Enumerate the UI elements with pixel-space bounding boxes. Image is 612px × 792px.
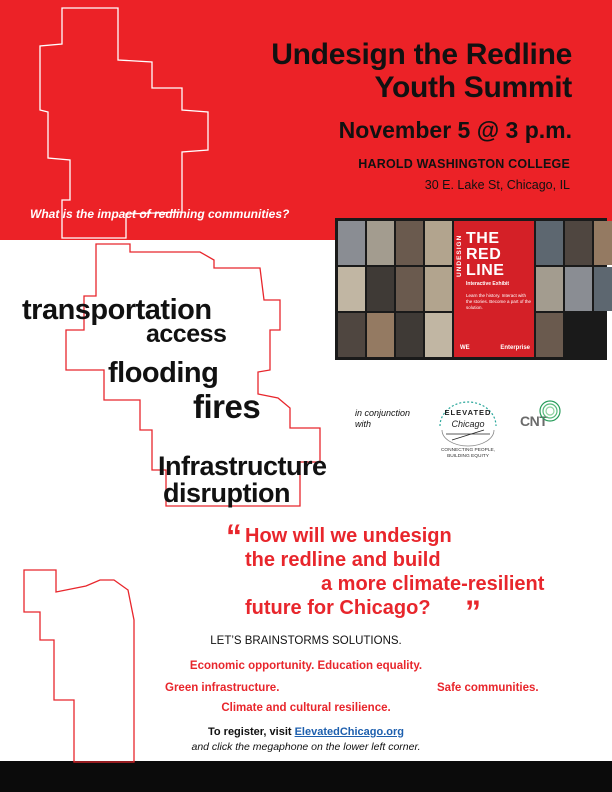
collage-photo [396,267,423,311]
register-line [0,726,612,738]
event-venue: HAROLD WASHINGTON COLLEGE [358,157,570,171]
collage-photo [425,267,452,311]
topic-fires: fires [193,388,261,425]
topic-disruption: disruption [163,478,290,508]
collage-photo [425,221,452,265]
collage-photo [338,267,365,311]
exhibit-photo-collage [335,218,607,360]
collage-photo [425,313,452,357]
register-note: and click the megaphone on the lower left corner. [191,741,421,753]
title-line-1: Undesign the Redline [271,38,572,71]
collage-photo [367,221,394,265]
cnt-rings-icon [538,399,562,423]
exhibit-title-line-1: THE [466,230,500,247]
elevated-chicago-link[interactable]: ElevatedChicago.org [294,726,405,738]
enterprise-logo: Enterprise [500,345,530,351]
register-prefix: To register, visit [207,726,295,738]
exhibit-blurb: Learn the history. Interact with the stories. Become a part of the solution. [466,293,532,310]
elevated-chicago-logo [432,396,504,466]
event-address: 30 E. Lake St, Chicago, IL [424,178,570,192]
elevated-name: ELEVATED [444,408,492,417]
event-date: November 5 @ 3 p.m. [338,117,572,143]
collage-photo [536,221,563,265]
we-logo: WE [460,345,470,351]
exhibit-subtitle: Interactive Exhibit [466,281,510,287]
collage-photo [367,313,394,357]
open-quote-mark: “ [226,518,242,554]
exhibit-title-line-2: RED [466,246,502,263]
elevated-city: Chicago [451,419,485,429]
quote-line-4: future for Chicago? [245,597,431,619]
undesign-exhibit-poster [454,221,534,357]
event-title [120,38,572,104]
topic-access: access [146,320,227,348]
exhibit-vertical-text: UNDESIGN [456,234,463,277]
topic-infrastructure: Infrastructure [158,451,327,481]
solution-climate-cultural: Climate and cultural resilience. [221,702,391,714]
conjunction-line-1: in conjunction [355,408,411,418]
collage-photo [367,267,394,311]
quote-line-2: the redline and build [245,549,441,571]
impact-question: What is the impact of redlining communities? [30,207,290,221]
exhibit-title-line-3: LINE [466,262,505,279]
exhibit-title [466,231,504,279]
exhibit-logos [460,345,530,351]
cnt-logo-text: CNT [520,413,548,429]
collage-photo [536,267,563,311]
cnt-logo [520,403,562,433]
title-line-2: Youth Summit [374,71,572,104]
collage-photo [338,221,365,265]
conjunction-line-2: with [355,419,372,429]
collage-photo [565,221,592,265]
solution-green-infrastructure: Green infrastructure. [165,682,280,694]
collage-photo [396,313,423,357]
footer-black-band [0,761,612,792]
collage-photo [536,313,563,357]
quote-line-1: How will we undesign [245,525,452,547]
collage-photo [594,267,612,311]
solution-safe-communities: Safe communities. [437,682,539,694]
elevated-tagline: CONNECTING PEOPLE, BUILDING EQUITY [440,448,496,459]
quote-line-3: a more climate-resilient [321,573,545,595]
topic-transportation: transportation [22,294,212,326]
solution-economic-education: Economic opportunity. Education equality. [189,660,423,672]
close-quote-mark: ” [465,594,481,630]
collage-photo [594,221,612,265]
collage-photo [396,221,423,265]
conjunction-text [355,408,410,430]
topic-flooding: flooding [108,357,219,389]
brainstorm-heading: LET’S BRAINSTORMS SOLUTIONS. [210,635,402,647]
collage-photo [338,313,365,357]
collage-photo [565,267,592,311]
